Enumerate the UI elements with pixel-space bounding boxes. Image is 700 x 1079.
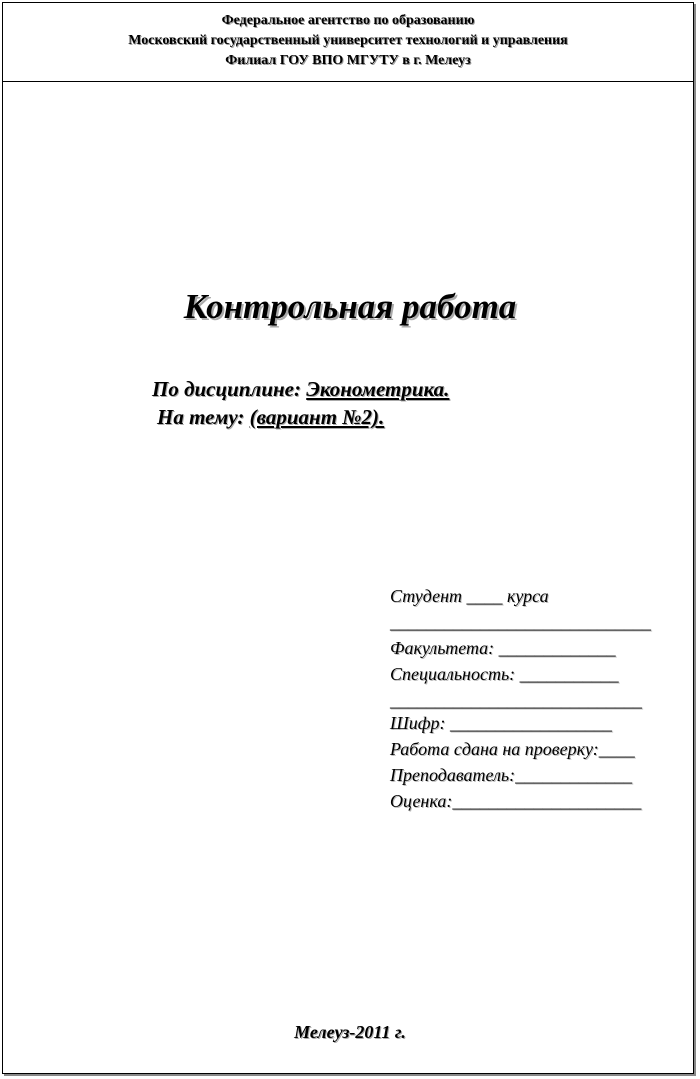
student-course-line: Студент ____ курса bbox=[390, 586, 549, 606]
specialty-continuation-line: ____________________________ bbox=[390, 690, 642, 710]
institution-header bbox=[3, 3, 693, 82]
subject-line bbox=[152, 375, 449, 403]
specialty-line: Специальность: ___________ bbox=[390, 664, 619, 684]
student-info-block bbox=[390, 583, 690, 814]
document-title: Контрольная работа bbox=[183, 287, 517, 326]
header-branch: Филиал ГОУ ВПО МГУТУ в г. Мелеуз bbox=[225, 53, 471, 68]
topic-line bbox=[157, 403, 384, 431]
header-agency: Федеральное агентство по образованию bbox=[221, 13, 475, 28]
cipher-line: Шифр: __________________ bbox=[390, 713, 613, 733]
subject-value: Эконометрика. bbox=[306, 377, 450, 401]
faculty-line: Факультета: _____________ bbox=[390, 638, 616, 658]
topic-label: На тему: bbox=[157, 405, 250, 429]
city-year-footer: Мелеуз-2011 г. bbox=[294, 1022, 406, 1042]
topic-value: (вариант №2). bbox=[249, 405, 385, 429]
header-university: Московский государственный университет технологий и управления bbox=[128, 33, 568, 48]
page-border bbox=[2, 2, 694, 1074]
grade-line: Оценка:_____________________ bbox=[390, 791, 642, 811]
subject-label: По дисциплине: bbox=[152, 377, 307, 401]
teacher-line: Преподаватель:_____________ bbox=[390, 765, 633, 785]
student-name-line: _____________________________ bbox=[390, 612, 651, 632]
submitted-line: Работа сдана на проверку:____ bbox=[390, 739, 635, 759]
